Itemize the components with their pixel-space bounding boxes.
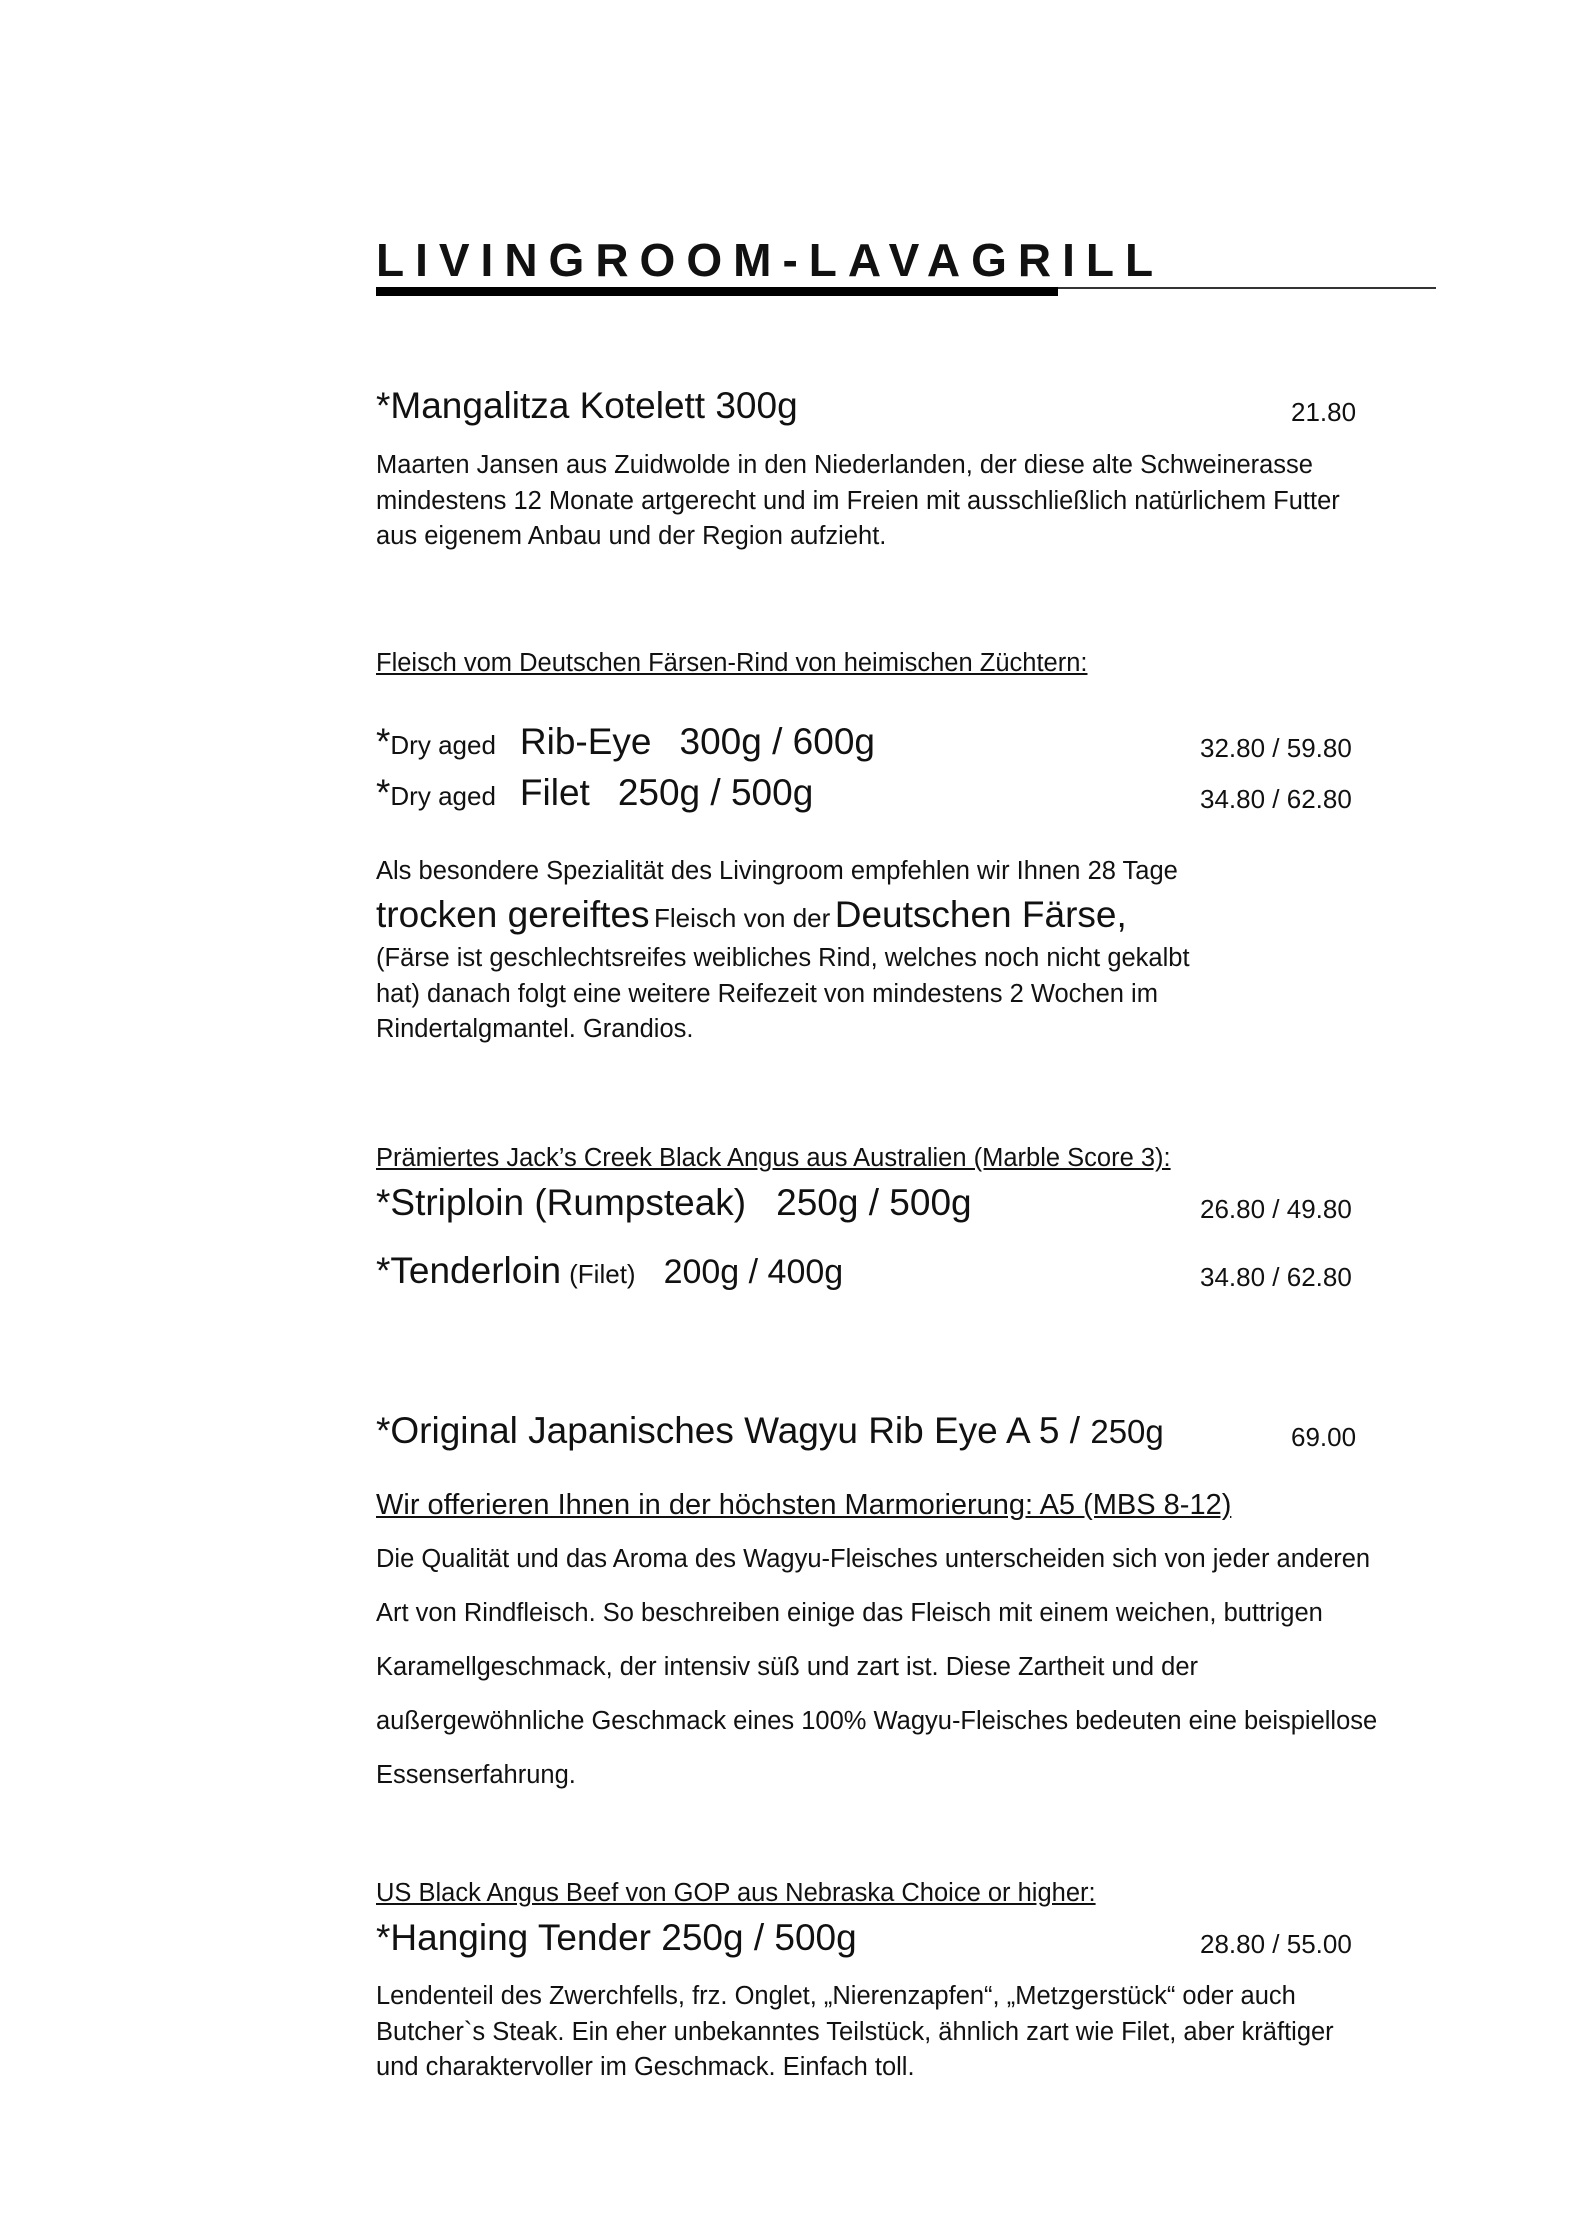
wagyu-price: 69.00 xyxy=(1291,1422,1357,1452)
wagyu-heading: Wir offerieren Ihnen in der höchsten Marmorierung: A5 (MBS 8-12) xyxy=(376,1489,1232,1521)
description-line: Karamellgeschmack, der intensiv süß und zart ist. Diese Zartheit und der xyxy=(376,1653,1199,1681)
mangalitza-name: *Mangalitza Kotelett 300g xyxy=(376,385,798,426)
item-name: *Original Japanisches Wagyu Rib Eye A 5 / xyxy=(376,1410,1081,1451)
angus-tenderloin xyxy=(376,1249,843,1296)
description-line: Lendenteil des Zwerchfells, frz. Onglet, „Nierenzapfen“, „Metzgerstück“ oder auch xyxy=(376,1982,1296,2010)
item-cut: Rib-Eye xyxy=(519,721,652,762)
faerse-item-filet xyxy=(376,771,813,818)
item-weight: 250g / 500g xyxy=(617,772,814,813)
faerse-heading: Fleisch vom Deutschen Färsen-Rind von heimischen Züchtern: xyxy=(376,649,1088,677)
faerse-description xyxy=(376,941,1190,1048)
item-prefix: Dry aged xyxy=(390,781,496,811)
description-line: Die Qualität und das Aroma des Wagyu-Fleisches unterscheiden sich von jeder anderen xyxy=(376,1545,1371,1573)
item-weight: 250g / 500g xyxy=(776,1182,972,1223)
wagyu-description xyxy=(376,1532,1377,1802)
description-line: Rindertalgmantel. Grandios. xyxy=(376,1015,694,1043)
mangalitza-price: 21.80 xyxy=(1291,397,1357,427)
highlight-comma: , xyxy=(1116,894,1127,935)
item-weight: 300g / 600g xyxy=(679,721,875,762)
description-line: Maarten Jansen aus Zuidwolde in den Niederlanden, der diese alte Schweinerasse xyxy=(376,451,1313,479)
faerse-desc-highlight xyxy=(376,892,1127,946)
faerse-filet-price: 34.80 / 62.80 xyxy=(1200,784,1352,814)
item-cut: Filet xyxy=(519,772,590,813)
highlight-faerse: Deutschen Färse xyxy=(834,894,1117,935)
title-rule-thick xyxy=(376,287,1058,296)
description-line: (Färse ist geschlechtsreifes weibliches Rind, welches noch nicht gekalbt xyxy=(376,944,1190,972)
description-line: Art von Rindfleisch. So beschreiben einige das Fleisch mit einem weichen, buttrigen xyxy=(376,1599,1323,1627)
us-angus-heading: US Black Angus Beef von GOP aus Nebraska Choice or higher: xyxy=(376,1879,1096,1907)
item-star: * xyxy=(376,721,391,762)
highlight-connector: Fleisch von der xyxy=(653,903,831,933)
page-title: LIVINGROOM-LAVAGRILL xyxy=(376,234,1165,286)
wagyu-name xyxy=(376,1409,1164,1454)
us-angus-name: *Hanging Tender 250g / 500g xyxy=(376,1917,857,1958)
item-name: *Tenderloin xyxy=(376,1250,562,1291)
description-line: Butcher`s Steak. Ein eher unbekanntes Teilstück, ähnlich zart wie Filet, aber kräftiger xyxy=(376,2017,1334,2046)
us-angus-description xyxy=(376,1979,1334,2086)
description-line: aus eigenem Anbau und der Region aufzieht. xyxy=(376,522,887,550)
faerse-item-ribeye xyxy=(376,720,875,767)
item-weight: 250g xyxy=(1090,1413,1164,1450)
description-line: außergewöhnliche Geschmack eines 100% Wagyu-Fleisches bedeuten eine beispiellose xyxy=(376,1707,1378,1735)
us-angus-price: 28.80 / 55.00 xyxy=(1200,1929,1352,1959)
description-line: mindestens 12 Monate artgerecht und im Freien mit ausschließlich natürlichem Futter xyxy=(376,486,1340,515)
angus-heading: Prämiertes Jack’s Creek Black Angus aus Australien (Marble Score 3): xyxy=(376,1144,1171,1172)
angus-striploin-price: 26.80 / 49.80 xyxy=(1200,1194,1352,1224)
angus-tenderloin-price: 34.80 / 62.80 xyxy=(1200,1262,1352,1292)
item-name: *Striploin (Rumpsteak) xyxy=(376,1182,747,1223)
mangalitza-description xyxy=(376,448,1340,555)
highlight-dry-aged: trocken gereiftes xyxy=(376,894,650,935)
description-line: und charaktervoller im Geschmack. Einfach toll. xyxy=(376,2053,915,2081)
item-prefix: Dry aged xyxy=(390,730,496,760)
item-note: (Filet) xyxy=(569,1259,636,1289)
faerse-ribeye-price: 32.80 / 59.80 xyxy=(1200,733,1352,763)
description-line: hat) danach folgt eine weitere Reifezeit von mindestens 2 Wochen im xyxy=(376,979,1158,1008)
angus-striploin xyxy=(376,1181,972,1225)
description-line: Essenserfahrung. xyxy=(376,1761,576,1789)
faerse-desc-line1: Als besondere Spezialität des Livingroom empfehlen wir Ihnen 28 Tage xyxy=(376,857,1178,885)
item-star: * xyxy=(376,772,391,813)
item-weight: 200g / 400g xyxy=(663,1253,844,1291)
